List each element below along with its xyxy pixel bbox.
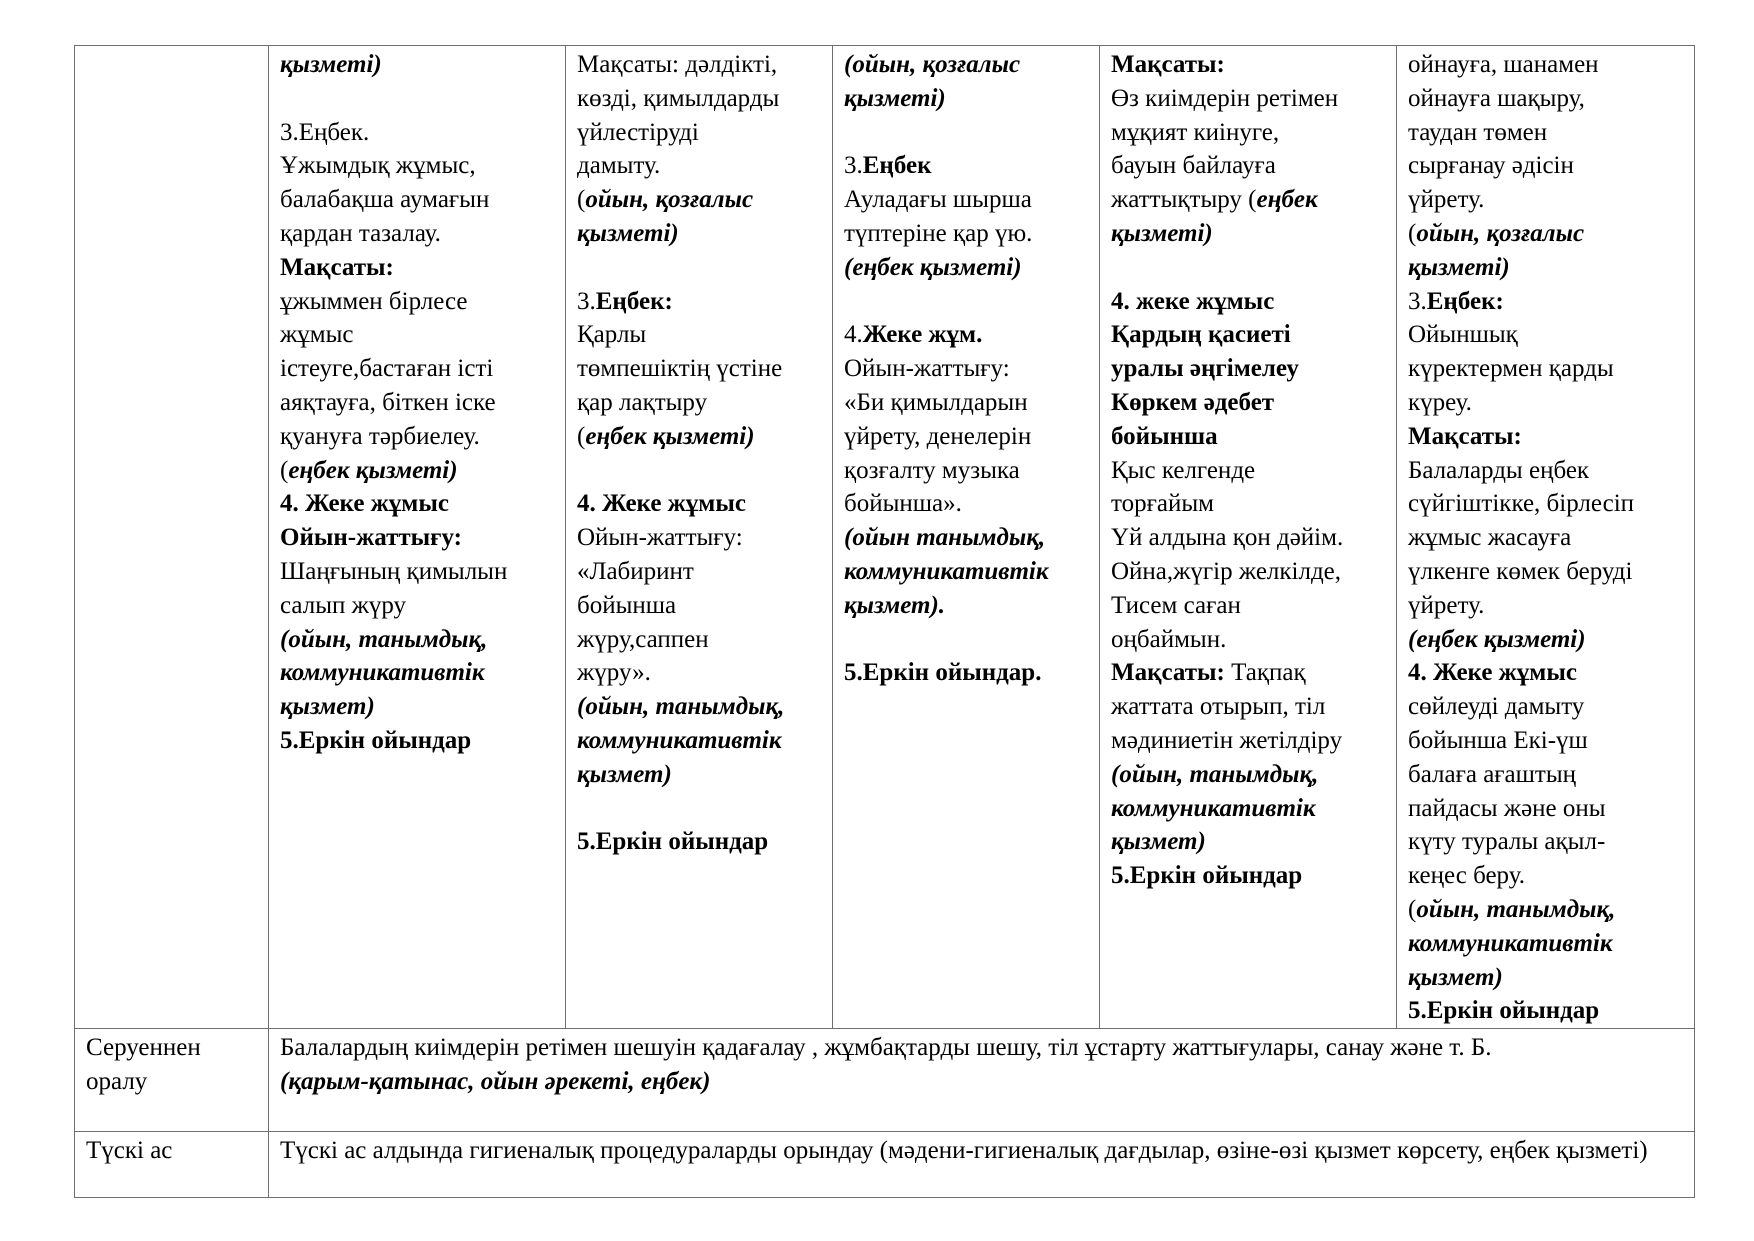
plain-text: қуануға тәрбиелеу.: [280, 422, 480, 450]
activity-line: [280, 217, 557, 251]
plain-text: 3.: [1408, 287, 1427, 315]
activity-line: [280, 318, 557, 352]
day-cell: [566, 46, 833, 1029]
emphasis-text: ойын, қозғалыс: [585, 186, 754, 214]
activity-line: [1408, 792, 1686, 826]
emphasis-text: қызмет).: [844, 591, 946, 619]
row-label: Серуеннен: [86, 1034, 201, 1062]
activity-line: [1408, 217, 1686, 251]
plain-text: Үй алдына қон дәйім.: [1111, 524, 1344, 552]
day-cell: [1100, 46, 1397, 1029]
activity-line: [1408, 859, 1686, 893]
plain-text: Өз киімдерін ретімен: [1111, 84, 1339, 112]
activity-line: [280, 690, 557, 724]
activity-line: [280, 82, 557, 116]
emphasis-text: Еңбек:: [1426, 287, 1504, 315]
activity-line: [844, 487, 1091, 521]
plain-text: жүру,саппен: [577, 625, 709, 653]
day-cell: [1397, 46, 1695, 1029]
plain-text: сүйгіштікке, бірлесіп: [1408, 490, 1635, 518]
activity-line: [1408, 623, 1686, 657]
day-activities: [577, 48, 824, 859]
plain-text: ойнауға шақыру,: [1408, 84, 1585, 112]
day-cell: [269, 46, 566, 1029]
activity-line: [1408, 521, 1686, 555]
day-activities: [844, 48, 1091, 690]
activity-line: [1111, 487, 1388, 521]
activity-line: [280, 420, 557, 454]
plain-text: жұмыс жасауға: [1408, 524, 1572, 552]
emphasis-text: Мақсаты:: [1408, 422, 1522, 450]
activity-line: [280, 116, 557, 150]
activity-line: [1111, 724, 1388, 758]
emphasis-text: 5.Еркін ойындар: [577, 828, 769, 856]
plain-text: қозғалту музыка: [844, 456, 1020, 484]
row-label-cell: [75, 1132, 269, 1198]
plain-text: үйрету.: [1408, 591, 1485, 619]
plain-text: торғайым: [1111, 490, 1214, 518]
activity-line: [280, 48, 557, 82]
emphasis-text: бойынша: [1111, 422, 1218, 450]
plain-text: кеңес беру.: [1408, 862, 1525, 890]
activity-line: [577, 690, 824, 724]
activity-line: [1408, 589, 1686, 623]
plain-text: Ұжымдық жұмыс,: [280, 152, 476, 180]
emphasis-text: Қардың қасиеті: [1111, 321, 1291, 349]
activity-line: [1111, 521, 1388, 555]
activity-line: [844, 149, 1091, 183]
plain-text: оңбаймын.: [1111, 625, 1227, 653]
activity-line: [577, 318, 824, 352]
lunch-text: Түскі ас алдында гигиеналық процедураларды орындау (мәдени-гигиеналық дағдылар, өзіне-өзі қызмет көрсету, еңбек қызметі): [280, 1137, 1648, 1165]
activity-line: [577, 623, 824, 657]
return-from-walk-row: [75, 1029, 1695, 1132]
plain-text: Ойыншық: [1408, 321, 1518, 349]
plain-text: үйрету.: [1408, 186, 1485, 214]
plain-text: 4.: [844, 321, 863, 349]
emphasis-text: 5.Еркін ойындар: [280, 726, 472, 754]
emphasis-text: қызметі): [1408, 253, 1510, 281]
plain-text: бойынша Екі-үш: [1408, 726, 1588, 754]
activity-line: [1408, 149, 1686, 183]
activity-line: [280, 454, 557, 488]
emphasis-text: (ойын, танымдық,: [577, 693, 785, 721]
plain-text: дамыту.: [577, 152, 661, 180]
plain-text: Балаларды еңбек: [1408, 456, 1590, 484]
emphasis-text: коммуникативтік: [1408, 929, 1613, 957]
row-label-cell: [75, 46, 269, 1029]
activity-line: [1408, 487, 1686, 521]
activity-line: [1111, 656, 1388, 690]
activity-line: [577, 251, 824, 285]
activity-line: [1111, 623, 1388, 657]
activity-line: [1111, 183, 1388, 217]
activity-line: [1408, 758, 1686, 792]
activity-line: [844, 251, 1091, 285]
activity-line: [280, 724, 557, 758]
plain-text: мұқият киінуге,: [1111, 118, 1280, 146]
activity-line: [1111, 285, 1388, 319]
emphasis-text: 4. жеке жұмыс: [1111, 287, 1275, 315]
emphasis-text: 5.Еркін ойындар.: [844, 659, 1042, 687]
plain-text: Ойын-жаттығу:: [844, 355, 1010, 383]
activity-line: [1408, 994, 1686, 1028]
emphasis-text: Көркем әдебет: [1111, 388, 1275, 416]
activity-line: [844, 217, 1091, 251]
walk-activities-row: [75, 46, 1695, 1029]
activity-line: [1408, 724, 1686, 758]
emphasis-text: (ойын, қозғалыс: [844, 51, 1021, 78]
plain-text: бауын байлауға: [1111, 152, 1276, 180]
activity-line: [1408, 825, 1686, 859]
day-cell: [833, 46, 1100, 1029]
activity-line: [1408, 352, 1686, 386]
activity-line: [280, 656, 557, 690]
activity-line: [844, 420, 1091, 454]
activity-line: [577, 656, 824, 690]
activity-line: [280, 589, 557, 623]
activity-line: [280, 487, 557, 521]
plain-text: салып жүру: [280, 591, 407, 619]
plain-text: ұжыммен бірлесе: [280, 287, 468, 315]
plain-text: қардан тазалау.: [280, 219, 441, 247]
activity-line: [1408, 318, 1686, 352]
emphasis-text: еңбек: [1256, 186, 1318, 214]
emphasis-text: қызмет): [1408, 963, 1503, 991]
activity-line: [844, 183, 1091, 217]
activity-line: [577, 183, 824, 217]
activity-line: [1408, 183, 1686, 217]
plain-text: жаттықтыру (: [1111, 186, 1257, 214]
emphasis-text: қызмет): [280, 693, 375, 721]
emphasis-text: еңбек қызметі): [288, 456, 458, 484]
activity-line: [1111, 690, 1388, 724]
plain-text: Мақсаты: дәлдікті,: [577, 51, 778, 78]
activity-line: [577, 285, 824, 319]
emphasis-text: Жеке жұм.: [862, 321, 983, 349]
emphasis-text: 5.Еркін ойындар: [1111, 862, 1303, 890]
return-from-walk-description: [269, 1029, 1695, 1132]
activity-line: [577, 386, 824, 420]
daily-schedule-table: [74, 45, 1695, 1198]
activity-line: [577, 48, 824, 82]
emphasis-text: (ойын танымдық,: [844, 524, 1046, 552]
emphasis-text: 4. Жеке жұмыс: [577, 490, 746, 518]
day-activities: [280, 48, 557, 758]
plain-text: Ойын-жаттығу:: [577, 524, 743, 552]
emphasis-text: Мақсаты:: [1111, 659, 1225, 687]
plain-text: Ойна,жүгір желкілде,: [1111, 557, 1342, 585]
plain-text: жұмыс: [280, 321, 354, 349]
emphasis-text: ойын, қозғалыс: [1416, 219, 1585, 247]
activity-line: [577, 589, 824, 623]
plain-text: (: [1408, 219, 1417, 247]
plain-text: Ауладағы шырша: [844, 186, 1032, 214]
activity-line: [1111, 555, 1388, 589]
plain-text: үлкенге көмек беруді: [1408, 557, 1633, 585]
plain-text: күреу.: [1408, 388, 1472, 416]
activity-line: [1408, 386, 1686, 420]
plain-text: Қыс келгенде: [1111, 456, 1256, 484]
activity-line: [844, 656, 1091, 690]
plain-text: сырғанау әдісін: [1408, 152, 1574, 180]
plain-text: үйрету, денелерін: [844, 422, 1032, 450]
activity-line: [844, 352, 1091, 386]
activity-line: [1408, 454, 1686, 488]
plain-text: таудан төмен: [1408, 118, 1548, 146]
plain-text: 3.: [844, 152, 863, 180]
activity-line: [1408, 48, 1686, 82]
activity-line: [1111, 48, 1388, 82]
activity-line: [1408, 690, 1686, 724]
emphasis-text: еңбек қызметі): [585, 422, 755, 450]
activity-line: [844, 116, 1091, 150]
activity-line: [1111, 149, 1388, 183]
return-from-walk-activity: (қарым-қатынас, ойын әрекеті, еңбек): [280, 1067, 711, 1095]
activity-line: [280, 521, 557, 555]
activity-line: [280, 623, 557, 657]
plain-text: (: [1408, 895, 1417, 923]
plain-text: істеуге,бастаған істі: [280, 355, 494, 383]
emphasis-text: (еңбек қызметі): [1408, 625, 1586, 653]
plain-text: «Лабиринт: [577, 557, 694, 585]
plain-text: күректермен қарды: [1408, 355, 1614, 383]
plain-text: түптеріне қар үю.: [844, 219, 1033, 247]
plain-text: ойнауға, шанамен: [1408, 51, 1599, 78]
activity-line: [1111, 318, 1388, 352]
activity-line: [577, 555, 824, 589]
activity-line: [577, 825, 824, 859]
activity-line: [1111, 217, 1388, 251]
activity-line: [1111, 82, 1388, 116]
activity-line: [577, 454, 824, 488]
plain-text: «Би қимылдарын: [844, 388, 1028, 416]
emphasis-text: қызмет): [577, 760, 672, 788]
plain-text: төмпешіктің үстіне: [577, 355, 783, 383]
activity-line: [844, 386, 1091, 420]
plain-text: қар лақтыру: [577, 388, 708, 416]
emphasis-text: коммуникативтік: [577, 726, 782, 754]
activity-line: [1111, 116, 1388, 150]
return-from-walk-text: Балалардың киімдерін ретімен шешуін қадағалау , жұмбақтарды шешу, тіл ұстарту жаттығулары, санау және т. Б.: [280, 1034, 1492, 1062]
activity-line: [1408, 961, 1686, 995]
emphasis-text: ойын, танымдық,: [1416, 895, 1616, 923]
emphasis-text: (еңбек қызметі): [844, 253, 1022, 281]
activity-line: [1408, 420, 1686, 454]
activity-line: [280, 555, 557, 589]
emphasis-text: уралы әңгімелеу: [1111, 355, 1299, 383]
plain-text: аяқтауға, біткен іске: [280, 388, 496, 416]
emphasis-text: 5.Еркін ойындар: [1408, 997, 1600, 1025]
day-activities: [1408, 48, 1686, 1028]
plain-text: үйлестіруді: [577, 118, 699, 146]
emphasis-text: (ойын, танымдық,: [1111, 760, 1319, 788]
activity-line: [280, 149, 557, 183]
emphasis-text: коммуникативтік: [844, 557, 1049, 585]
activity-line: [844, 454, 1091, 488]
activity-line: [577, 758, 824, 792]
activity-line: [1111, 859, 1388, 893]
emphasis-text: Еңбек:: [595, 287, 673, 315]
activity-line: [577, 82, 824, 116]
day-activities: [1111, 48, 1388, 893]
activity-line: [844, 285, 1091, 319]
emphasis-text: Еңбек: [862, 152, 932, 180]
plain-text: пайдасы және оны: [1408, 794, 1606, 822]
activity-line: [1111, 454, 1388, 488]
emphasis-text: 4. Жеке жұмыс: [1408, 659, 1577, 687]
lunch-row: [75, 1132, 1695, 1198]
emphasis-text: коммуникативтік: [280, 659, 485, 687]
plain-text: бойынша: [577, 591, 677, 619]
row-label-cell: [75, 1029, 269, 1132]
activity-line: [577, 724, 824, 758]
plain-text: (: [280, 456, 289, 484]
activity-line: [844, 555, 1091, 589]
emphasis-text: қызметі): [577, 219, 679, 247]
activity-line: [280, 352, 557, 386]
activity-line: [1111, 386, 1388, 420]
emphasis-text: қызметі): [1111, 219, 1213, 247]
plain-text: (: [577, 422, 586, 450]
plain-text: Қарлы: [577, 321, 647, 349]
activity-line: [577, 116, 824, 150]
plain-text: Тақпақ: [1224, 659, 1306, 687]
emphasis-text: коммуникативтік: [1111, 794, 1316, 822]
activity-line: [577, 352, 824, 386]
plain-text: жүру».: [577, 659, 651, 687]
activity-line: [1408, 251, 1686, 285]
emphasis-text: қызметі): [844, 84, 946, 112]
plain-text: балаға ағаштың: [1408, 760, 1577, 788]
row-label: Түскі ас: [86, 1137, 173, 1165]
plain-text: балабақша аумағын: [280, 186, 490, 214]
activity-line: [1111, 792, 1388, 826]
activity-line: [577, 792, 824, 826]
plain-text: 3.: [577, 287, 596, 315]
plain-text: бойынша».: [844, 490, 962, 518]
activity-line: [1408, 285, 1686, 319]
activity-line: [280, 183, 557, 217]
row-label: оралу: [86, 1067, 148, 1095]
activity-line: [844, 318, 1091, 352]
activity-line: [280, 285, 557, 319]
plain-text: (: [577, 186, 586, 214]
emphasis-text: Ойын-жаттығу:: [280, 524, 463, 552]
activity-line: [844, 521, 1091, 555]
activity-line: [1111, 589, 1388, 623]
activity-line: [577, 420, 824, 454]
emphasis-text: қызмет): [1111, 828, 1206, 856]
activity-line: [1111, 352, 1388, 386]
activity-line: [1408, 656, 1686, 690]
plain-text: 3.Еңбек.: [280, 118, 370, 146]
activity-line: [1408, 927, 1686, 961]
plain-text: сөйлеуді дамыту: [1408, 693, 1585, 721]
activity-line: [280, 386, 557, 420]
activity-line: [844, 589, 1091, 623]
plain-text: Шаңғының қимылын: [280, 557, 508, 585]
activity-line: [1408, 893, 1686, 927]
emphasis-text: 4. Жеке жұмыс: [280, 490, 449, 518]
activity-line: [280, 251, 557, 285]
emphasis-text: Мақсаты:: [280, 253, 394, 281]
activity-line: [577, 149, 824, 183]
activity-line: [844, 623, 1091, 657]
emphasis-text: қызметі): [280, 51, 382, 78]
activity-line: [1408, 116, 1686, 150]
plain-text: Тисем саған: [1111, 591, 1241, 619]
plain-text: жаттата отырып, тіл: [1111, 693, 1326, 721]
plain-text: мәдиниетін жетілдіру: [1111, 726, 1343, 754]
activity-line: [1408, 82, 1686, 116]
activity-line: [844, 82, 1091, 116]
emphasis-text: Мақсаты:: [1111, 51, 1225, 78]
activity-line: [577, 521, 824, 555]
activity-line: [1408, 555, 1686, 589]
activity-line: [1111, 251, 1388, 285]
activity-line: [577, 487, 824, 521]
activity-line: [844, 48, 1091, 82]
activity-line: [1111, 420, 1388, 454]
activity-line: [577, 217, 824, 251]
plain-text: күту туралы ақыл-: [1408, 828, 1606, 856]
lunch-description: [269, 1132, 1695, 1198]
plain-text: көзді, қимылдарды: [577, 84, 780, 112]
activity-line: [1111, 758, 1388, 792]
activity-line: [1111, 825, 1388, 859]
emphasis-text: (ойын, танымдық,: [280, 625, 488, 653]
